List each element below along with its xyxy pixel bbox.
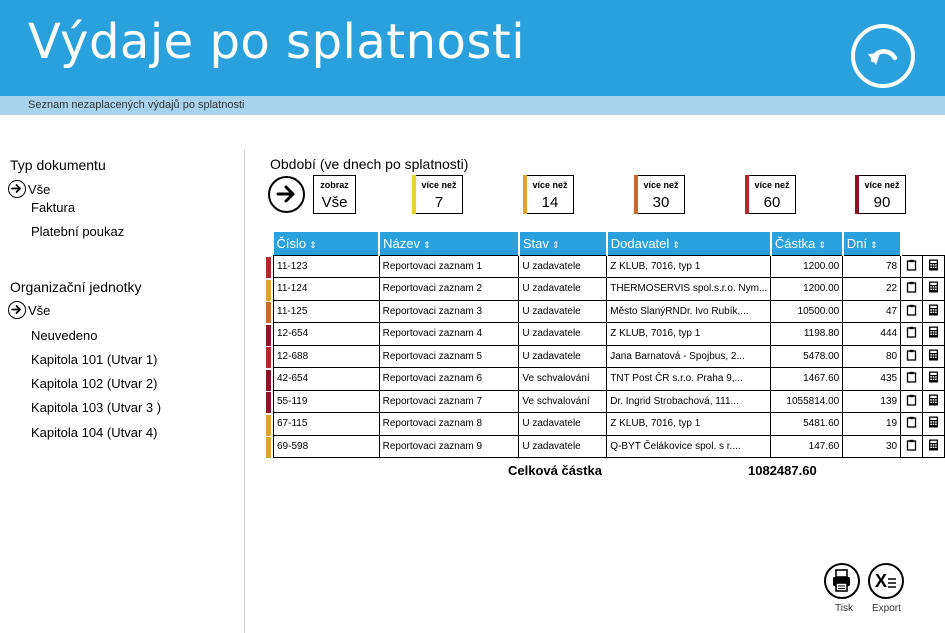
period-bucket-7[interactable]: [415, 175, 463, 214]
period-bucket-caption: více než: [754, 180, 790, 190]
expenses-table: [273, 232, 945, 458]
org-unit-item-101[interactable]: Kapitola 101 (Utvar 1): [31, 352, 158, 367]
cell-castka: 147.60: [771, 435, 843, 458]
sort-icon: ⇕: [422, 239, 431, 250]
cell-nazev: Reportovaci zaznam 5: [379, 345, 519, 368]
column-header-stav[interactable]: [519, 232, 607, 255]
cell-nazev: Reportovaci zaznam 6: [379, 368, 519, 391]
column-header-dni[interactable]: [843, 232, 901, 255]
doc-type-item-all[interactable]: [8, 180, 50, 198]
clipboard-icon: [906, 371, 917, 383]
calculate-button[interactable]: [923, 345, 945, 368]
calculator-icon: [928, 326, 939, 338]
calculator-icon: [928, 281, 939, 293]
detail-button[interactable]: [901, 300, 923, 323]
period-bucket-caption: více než: [864, 180, 900, 190]
subheader-bar: [0, 96, 945, 115]
period-show-caption: zobraz: [320, 180, 349, 190]
column-header-label: Název: [383, 235, 420, 251]
calculator-icon: [928, 416, 939, 428]
sort-icon: ⇕: [672, 239, 680, 250]
table-row[interactable]: [274, 413, 945, 436]
clipboard-icon: [906, 281, 917, 293]
cell-stav: U zadavatele: [519, 278, 607, 301]
column-header-blank: [923, 232, 945, 255]
clipboard-icon: [906, 304, 917, 316]
cell-dni: 78: [843, 255, 901, 278]
detail-button[interactable]: [901, 390, 923, 413]
doc-type-item-invoice[interactable]: Faktura: [31, 200, 76, 215]
sort-icon: ⇕: [818, 239, 826, 250]
arrow-right-icon: [8, 301, 26, 319]
total-value: 1082487.60: [748, 463, 817, 478]
cell-cislo: 12-654: [274, 323, 380, 346]
cell-dodavatel: Q-BYT Čelákovice spol. s r....: [607, 435, 771, 458]
cell-dni: 80: [843, 345, 901, 368]
org-units-heading: Organizační jednotky: [10, 279, 142, 295]
cell-nazev: Reportovaci zaznam 3: [379, 300, 519, 323]
cell-dni: 19: [843, 413, 901, 436]
cell-dni: 22: [843, 278, 901, 301]
detail-button[interactable]: [901, 255, 923, 278]
cell-stav: Ve schvalování: [519, 390, 607, 413]
period-show-all[interactable]: [313, 175, 356, 214]
clipboard-icon: [906, 326, 917, 338]
cell-dni: 139: [843, 390, 901, 413]
detail-button[interactable]: [901, 368, 923, 391]
cell-cislo: 42-654: [274, 368, 380, 391]
period-bucket-30[interactable]: [637, 175, 685, 214]
cell-stav: U zadavatele: [519, 345, 607, 368]
row-color-stripe: [266, 370, 271, 391]
cell-cislo: 11-124: [274, 278, 380, 301]
cell-dni: 444: [843, 323, 901, 346]
calculate-button[interactable]: [923, 300, 945, 323]
calculator-icon: [928, 259, 939, 271]
column-header-dodavatel[interactable]: [607, 232, 771, 255]
row-color-stripe: [266, 325, 271, 346]
doc-type-heading: Typ dokumentu: [10, 157, 106, 173]
calculate-button[interactable]: [923, 390, 945, 413]
row-color-stripe: [266, 347, 271, 368]
table-row[interactable]: [274, 368, 945, 391]
total-label: Celková částka: [508, 463, 602, 478]
cell-dodavatel: Z KLUB, 7016, typ 1: [607, 323, 771, 346]
cell-castka: 1467.60: [771, 368, 843, 391]
calculate-button[interactable]: [923, 323, 945, 346]
table-row[interactable]: [274, 300, 945, 323]
calculator-icon: [928, 304, 939, 316]
period-bucket-value: 30: [652, 194, 670, 211]
row-color-stripe: [266, 437, 271, 458]
org-unit-item-all[interactable]: [8, 301, 50, 319]
page-title: Výdaje po splatnosti: [28, 14, 526, 70]
period-bucket-value: 60: [763, 194, 781, 211]
table-row[interactable]: [274, 435, 945, 458]
cell-stav: U zadavatele: [519, 323, 607, 346]
column-header-label: Stav: [522, 235, 549, 251]
period-show-value: Vše: [321, 194, 348, 211]
cell-cislo: 12-688: [274, 345, 380, 368]
detail-button[interactable]: [901, 345, 923, 368]
cell-nazev: Reportovaci zaznam 2: [379, 278, 519, 301]
cell-nazev: Reportovaci zaznam 1: [379, 255, 519, 278]
page-subtitle: Seznam nezaplacených výdajů po splatnosti: [28, 99, 245, 111]
cell-cislo: 11-125: [274, 300, 380, 323]
cell-dodavatel: Jana Barnatová - Spojbus, 2...: [607, 345, 771, 368]
column-header-nazev[interactable]: [379, 232, 519, 255]
period-label: Období (ve dnech po splatnosti): [270, 156, 469, 172]
period-bucket-value: 7: [434, 194, 444, 211]
cell-stav: U zadavatele: [519, 435, 607, 458]
cell-dodavatel: THERMOSERVIS spol.s.r.o. Nym...: [607, 278, 771, 301]
row-color-stripe: [266, 415, 271, 436]
sort-icon: ⇕: [551, 239, 560, 250]
period-bucket-90[interactable]: [858, 175, 906, 214]
column-header-label: Číslo: [276, 235, 307, 251]
cell-castka: 5481.60: [771, 413, 843, 436]
period-bucket-caption: více než: [421, 180, 457, 190]
clipboard-icon: [906, 394, 917, 406]
cell-castka: 1198.80: [771, 323, 843, 346]
calculate-button[interactable]: [923, 255, 945, 278]
period-apply-button[interactable]: [268, 176, 305, 213]
row-color-stripe: [266, 302, 271, 323]
header-bar: [0, 0, 945, 96]
print-label: Tisk: [835, 603, 853, 614]
cell-stav: U zadavatele: [519, 300, 607, 323]
cell-cislo: 11-123: [274, 255, 380, 278]
cell-castka: 1200.00: [771, 278, 843, 301]
export-label: Export: [872, 603, 901, 614]
export-button[interactable]: [868, 563, 904, 599]
column-header-label: Dodavatel: [610, 235, 670, 251]
cell-nazev: Reportovaci zaznam 4: [379, 323, 519, 346]
cell-nazev: Reportovaci zaznam 8: [379, 413, 519, 436]
calculator-icon: [928, 349, 939, 361]
cell-cislo: 55-119: [274, 390, 380, 413]
printer-icon: [826, 565, 857, 596]
cell-stav: Ve schvalování: [519, 368, 607, 391]
table-row[interactable]: [274, 323, 945, 346]
cell-stav: U zadavatele: [519, 413, 607, 436]
calculate-button[interactable]: [923, 435, 945, 458]
org-unit-item-unspecified[interactable]: Neuvedeno: [31, 328, 98, 343]
org-unit-item-102[interactable]: Kapitola 102 (Utvar 2): [31, 376, 158, 391]
clipboard-icon: [906, 439, 917, 451]
clipboard-icon: [906, 349, 917, 361]
cell-dni: 30: [843, 435, 901, 458]
back-button[interactable]: [851, 24, 915, 88]
doc-type-item-label: Vše: [28, 181, 51, 197]
row-color-stripe: [266, 257, 271, 278]
table-row[interactable]: [274, 278, 945, 301]
cell-stav: U zadavatele: [519, 255, 607, 278]
doc-type-item-payment-order[interactable]: Platební poukaz: [31, 224, 125, 239]
cell-dni: 47: [843, 300, 901, 323]
cell-cislo: 69-598: [274, 435, 380, 458]
arrow-right-icon: [275, 183, 297, 205]
calculate-button[interactable]: [923, 278, 945, 301]
org-unit-item-103[interactable]: Kapitola 103 (Utvar 3 ): [31, 400, 162, 415]
column-header-castka[interactable]: [771, 232, 843, 255]
cell-dodavatel: Město SlanýRNDr. Ivo Rubík,...: [607, 300, 771, 323]
calculator-icon: [928, 394, 939, 406]
cell-castka: 10500.00: [771, 300, 843, 323]
sort-icon: ⇕: [869, 239, 878, 250]
back-arrow-icon: [865, 38, 901, 74]
detail-button[interactable]: [901, 278, 923, 301]
calculate-button[interactable]: [923, 413, 945, 436]
period-bucket-value: 14: [541, 194, 559, 211]
row-color-stripe: [266, 280, 271, 301]
arrow-right-icon: [8, 180, 26, 198]
detail-button[interactable]: [901, 413, 923, 436]
period-bucket-14[interactable]: [526, 175, 574, 214]
column-header-label: Dní: [846, 235, 867, 251]
sort-icon: ⇕: [309, 239, 317, 250]
row-color-stripe: [266, 392, 271, 413]
cell-dodavatel: Z KLUB, 7016, typ 1: [607, 255, 771, 278]
column-header-blank: [901, 232, 923, 255]
calculator-icon: [928, 439, 939, 451]
table-row[interactable]: [274, 255, 945, 278]
column-header-cislo[interactable]: [274, 232, 380, 255]
cell-dodavatel: TNT Post ČR s.r.o. Praha 9,...: [607, 368, 771, 391]
period-bucket-caption: více než: [643, 180, 679, 190]
cell-nazev: Reportovaci zaznam 9: [379, 435, 519, 458]
excel-export-icon: [870, 565, 901, 596]
cell-cislo: 67-115: [274, 413, 380, 436]
svg-text:X: X: [875, 571, 888, 591]
calculator-icon: [928, 371, 939, 383]
table-row[interactable]: [274, 345, 945, 368]
period-bucket-caption: více než: [532, 180, 568, 190]
period-bucket-value: 90: [873, 194, 891, 211]
clipboard-icon: [906, 259, 917, 271]
cell-castka: 1200.00: [771, 255, 843, 278]
panel-divider: [244, 150, 245, 633]
clipboard-icon: [906, 416, 917, 428]
cell-dodavatel: Dr. Ingrid Strobachová, 111...: [607, 390, 771, 413]
cell-castka: 1055814.00: [771, 390, 843, 413]
table-row[interactable]: [274, 390, 945, 413]
cell-castka: 5478.00: [771, 345, 843, 368]
cell-nazev: Reportovaci zaznam 7: [379, 390, 519, 413]
cell-dni: 435: [843, 368, 901, 391]
calculate-button[interactable]: [923, 368, 945, 391]
column-header-label: Částka: [774, 235, 816, 251]
detail-button[interactable]: [901, 323, 923, 346]
print-button[interactable]: [824, 563, 860, 599]
cell-dodavatel: Z KLUB, 7016, typ 1: [607, 413, 771, 436]
org-unit-item-104[interactable]: Kapitola 104 (Utvar 4): [31, 425, 158, 440]
org-unit-item-label: Vše: [28, 302, 51, 318]
detail-button[interactable]: [901, 435, 923, 458]
period-bucket-60[interactable]: [748, 175, 796, 214]
